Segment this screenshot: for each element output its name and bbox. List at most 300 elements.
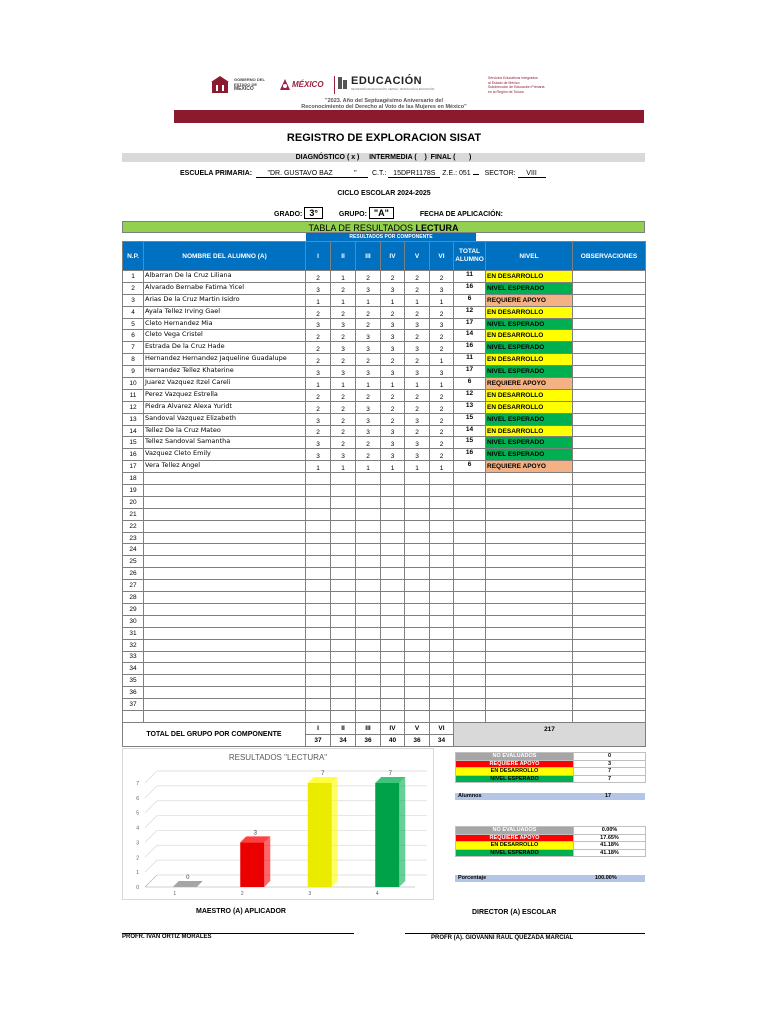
summary-label: NIVEL ESPERADO bbox=[456, 849, 574, 857]
student-total: 16 bbox=[454, 449, 486, 461]
student-total: 16 bbox=[454, 282, 486, 294]
bar-side bbox=[332, 777, 338, 887]
student-level: EN DESARROLLO bbox=[486, 271, 573, 283]
row-number: 25 bbox=[123, 556, 144, 568]
empty-cell bbox=[405, 627, 430, 639]
component-score: 3 bbox=[306, 366, 331, 378]
table-row bbox=[123, 354, 646, 366]
component-score: 2 bbox=[331, 354, 356, 366]
summary-value: 7 bbox=[574, 775, 646, 783]
table-subtitle: RESULTADOS POR COMPONENTE bbox=[349, 234, 433, 240]
table-row bbox=[123, 449, 646, 461]
empty-cell bbox=[430, 508, 454, 520]
component-score: 2 bbox=[331, 389, 356, 401]
comp-total: 37 bbox=[306, 734, 331, 746]
student-observations bbox=[573, 401, 646, 413]
student-total: 16 bbox=[454, 342, 486, 354]
empty-cell bbox=[381, 544, 405, 556]
table-row bbox=[123, 651, 646, 663]
summary-label: NIVEL ESPERADO bbox=[456, 775, 574, 783]
empty-cell bbox=[405, 639, 430, 651]
empty-cell bbox=[306, 544, 331, 556]
component-score: 1 bbox=[306, 294, 331, 306]
student-observations bbox=[573, 330, 646, 342]
empty-cell bbox=[306, 603, 331, 615]
component-score: 2 bbox=[405, 306, 430, 318]
component-score: 3 bbox=[430, 318, 454, 330]
table-row bbox=[123, 378, 646, 390]
teacher-name: PROFR. IVAN ORTIZ MORALES bbox=[122, 934, 212, 940]
empty-cell bbox=[381, 627, 405, 639]
student-total: 13 bbox=[454, 401, 486, 413]
empty-cell bbox=[454, 639, 486, 651]
table-row bbox=[123, 294, 646, 306]
chart-plot bbox=[123, 767, 433, 897]
logo-divider bbox=[334, 76, 335, 94]
summary-row bbox=[456, 834, 646, 842]
empty-cell bbox=[486, 627, 573, 639]
row-number: 19 bbox=[123, 485, 144, 497]
student-observations bbox=[573, 294, 646, 306]
empty-cell bbox=[573, 580, 646, 592]
student-level: NIVEL ESPERADO bbox=[486, 318, 573, 330]
empty-cell bbox=[573, 508, 646, 520]
students-total-value: 17 bbox=[605, 793, 612, 799]
empty-cell bbox=[356, 580, 381, 592]
empty-cell bbox=[381, 651, 405, 663]
summary-row bbox=[456, 753, 646, 761]
component-score: 3 bbox=[430, 282, 454, 294]
empty-cell bbox=[144, 675, 306, 687]
empty-cell bbox=[430, 603, 454, 615]
student-name: Vera Tellez Angel bbox=[144, 461, 306, 473]
grade-value: 3° bbox=[304, 207, 323, 219]
component-score: 2 bbox=[381, 389, 405, 401]
student-total: 17 bbox=[454, 366, 486, 378]
empty-cell bbox=[405, 473, 430, 485]
summary-label: REQUIERE APOYO bbox=[456, 834, 574, 842]
empty-cell bbox=[430, 675, 454, 687]
component-score: 2 bbox=[306, 354, 331, 366]
empty-cell bbox=[144, 580, 306, 592]
component-score: 2 bbox=[331, 306, 356, 318]
date-label: FECHA DE APLICACIÓN: bbox=[419, 211, 503, 218]
bar-shade bbox=[240, 842, 264, 887]
component-score: 2 bbox=[306, 401, 331, 413]
table-row bbox=[123, 663, 646, 675]
empty-cell bbox=[405, 675, 430, 687]
summary-label: EN DESARROLLO bbox=[456, 842, 574, 850]
student-name: Tellez De la Cruz Mateo bbox=[144, 425, 306, 437]
row-number: 37 bbox=[123, 699, 144, 711]
row-number: 5 bbox=[123, 318, 144, 330]
student-name: Estrada De la Cruz Hade bbox=[144, 342, 306, 354]
component-score: 2 bbox=[381, 413, 405, 425]
empty-cell bbox=[405, 556, 430, 568]
empty-cell bbox=[331, 639, 356, 651]
empty-cell bbox=[331, 485, 356, 497]
empty-cell bbox=[454, 615, 486, 627]
col-np: N.P. bbox=[123, 242, 144, 271]
component-score: 2 bbox=[381, 401, 405, 413]
empty-cell bbox=[144, 627, 306, 639]
empty-cell bbox=[405, 508, 430, 520]
empty-cell bbox=[144, 615, 306, 627]
empty-cell bbox=[405, 687, 430, 699]
totals-label-row bbox=[123, 722, 646, 734]
empty-cell bbox=[331, 520, 356, 532]
bar-value-label: 0 bbox=[186, 875, 190, 881]
comp-total: 34 bbox=[331, 734, 356, 746]
student-observations bbox=[573, 461, 646, 473]
col-comp-6: VI bbox=[430, 242, 454, 271]
ct-label: C.T.: bbox=[371, 170, 387, 177]
empty-cell bbox=[356, 615, 381, 627]
bar-value-label: 7 bbox=[321, 771, 325, 777]
table-row bbox=[123, 271, 646, 283]
table-row bbox=[123, 556, 646, 568]
component-score: 2 bbox=[306, 330, 331, 342]
empty-cell bbox=[573, 485, 646, 497]
table-row bbox=[123, 461, 646, 473]
gridline-depth bbox=[145, 830, 157, 842]
summary-value: 41.18% bbox=[574, 849, 646, 857]
component-score: 2 bbox=[405, 282, 430, 294]
empty-cell bbox=[430, 663, 454, 675]
comp-label: IV bbox=[381, 722, 405, 734]
component-score: 3 bbox=[381, 282, 405, 294]
results-table bbox=[122, 241, 646, 747]
phase-line: DIAGNÓSTICO ( x ) INTERMEDIA ( ) FINAL ( ) bbox=[295, 154, 472, 161]
component-score: 2 bbox=[356, 449, 381, 461]
student-level: REQUIERE APOYO bbox=[486, 378, 573, 390]
ct-value: 15DPR1178S bbox=[388, 170, 440, 178]
summary-row bbox=[456, 775, 646, 783]
empty-cell bbox=[306, 592, 331, 604]
row-number: 6 bbox=[123, 330, 144, 342]
document-title: REGISTRO DE EXPLORACION SISAT bbox=[286, 132, 482, 144]
empty-cell bbox=[331, 603, 356, 615]
empty-cell bbox=[144, 520, 306, 532]
table-row bbox=[123, 485, 646, 497]
empty-cell bbox=[356, 627, 381, 639]
component-score: 2 bbox=[356, 389, 381, 401]
table-row bbox=[123, 615, 646, 627]
summary-value: 0.00% bbox=[574, 827, 646, 835]
summary-row bbox=[456, 760, 646, 768]
comp-total: 40 bbox=[381, 734, 405, 746]
table-row bbox=[123, 306, 646, 318]
component-score: 2 bbox=[356, 437, 381, 449]
student-level: NIVEL ESPERADO bbox=[486, 366, 573, 378]
row-number: 22 bbox=[123, 520, 144, 532]
row-number: 24 bbox=[123, 544, 144, 556]
student-observations bbox=[573, 413, 646, 425]
empty-cell bbox=[356, 592, 381, 604]
state-seal-icon bbox=[210, 76, 230, 94]
table-header-row bbox=[123, 242, 646, 271]
empty-cell bbox=[306, 710, 331, 722]
empty-cell bbox=[430, 687, 454, 699]
empty-cell bbox=[486, 651, 573, 663]
empty-cell bbox=[573, 651, 646, 663]
empty-cell bbox=[430, 473, 454, 485]
row-number: 3 bbox=[123, 294, 144, 306]
empty-cell bbox=[573, 473, 646, 485]
empty-cell bbox=[454, 473, 486, 485]
empty-cell bbox=[486, 496, 573, 508]
row-number: 2 bbox=[123, 282, 144, 294]
component-score: 3 bbox=[306, 318, 331, 330]
empty-cell bbox=[454, 699, 486, 711]
empty-cell bbox=[486, 615, 573, 627]
comp-label: III bbox=[356, 722, 381, 734]
component-score: 2 bbox=[381, 271, 405, 283]
component-score: 3 bbox=[405, 437, 430, 449]
student-level: EN DESARROLLO bbox=[486, 389, 573, 401]
empty-cell bbox=[454, 496, 486, 508]
empty-cell bbox=[573, 603, 646, 615]
table-row bbox=[123, 366, 646, 378]
student-total: 17 bbox=[454, 318, 486, 330]
student-name: Ayala Tellez Irving Gael bbox=[144, 306, 306, 318]
row-number: 14 bbox=[123, 425, 144, 437]
table-row bbox=[123, 389, 646, 401]
bar-side bbox=[399, 777, 405, 887]
table-row bbox=[123, 318, 646, 330]
component-score: 3 bbox=[331, 318, 356, 330]
student-total: 6 bbox=[454, 378, 486, 390]
empty-cell bbox=[405, 592, 430, 604]
col-comp-2: II bbox=[331, 242, 356, 271]
empty-cell bbox=[306, 556, 331, 568]
empty-cell bbox=[405, 520, 430, 532]
teacher-role: MAESTRO (A) APLICADOR bbox=[196, 908, 286, 915]
empty-cell bbox=[454, 651, 486, 663]
component-score: 1 bbox=[405, 378, 430, 390]
y-tick-label: 4 bbox=[136, 825, 139, 832]
row-number: 7 bbox=[123, 342, 144, 354]
student-total: 12 bbox=[454, 306, 486, 318]
col-comp-1: I bbox=[306, 242, 331, 271]
empty-cell bbox=[306, 675, 331, 687]
component-score: 3 bbox=[356, 282, 381, 294]
table-row bbox=[123, 627, 646, 639]
component-score: 2 bbox=[356, 354, 381, 366]
empty-cell bbox=[381, 485, 405, 497]
component-score: 3 bbox=[381, 318, 405, 330]
student-name: Arias De la Cruz Martin Isidro bbox=[144, 294, 306, 306]
empty-cell bbox=[356, 710, 381, 722]
header-logos: GOBIERNO DEL ESTADO DE MÉXICO MÉXICO EDUCACIÓN SECRETARÍA DE EDUCACIÓN, CIENCIA, TECNOLOGÍA E INNOVACIÓN Servicios Educativos Integrados al Estado de México Subdirección de Educación Primaria en la Región de Toluca bbox=[210, 74, 650, 96]
comp-total: 36 bbox=[405, 734, 430, 746]
table-row bbox=[123, 710, 646, 722]
row-number: 27 bbox=[123, 580, 144, 592]
gridline-depth bbox=[145, 845, 157, 857]
empty-cell bbox=[331, 675, 356, 687]
school-line bbox=[180, 170, 546, 178]
gridline-depth bbox=[145, 860, 157, 872]
summary-percent-table bbox=[455, 826, 646, 857]
table-row bbox=[123, 282, 646, 294]
row-number: 12 bbox=[123, 401, 144, 413]
empty-cell bbox=[486, 532, 573, 544]
col-level: NIVEL bbox=[486, 242, 573, 271]
empty-cell bbox=[486, 592, 573, 604]
component-score: 3 bbox=[356, 366, 381, 378]
empty-cell bbox=[486, 639, 573, 651]
empty-cell bbox=[573, 699, 646, 711]
empty-cell bbox=[381, 615, 405, 627]
student-name: Vazquez Cleto Emily bbox=[144, 449, 306, 461]
empty-cell bbox=[573, 687, 646, 699]
header-motto: "2023. Año del Septuagésimo Aniversario del Reconocimiento del Derecho al Voto de las Mujeres en México" bbox=[301, 98, 467, 110]
empty-cell bbox=[144, 508, 306, 520]
table-row bbox=[123, 520, 646, 532]
row-number: 30 bbox=[123, 615, 144, 627]
empty-cell bbox=[486, 675, 573, 687]
component-score: 2 bbox=[405, 330, 430, 342]
empty-cell bbox=[306, 568, 331, 580]
empty-cell bbox=[306, 699, 331, 711]
empty-cell bbox=[454, 520, 486, 532]
empty-cell bbox=[454, 710, 486, 722]
director-name: PROFR (A). GIOVANNI RAÚL QUEZADA MARCIAL bbox=[431, 935, 574, 941]
empty-cell bbox=[144, 603, 306, 615]
component-score: 2 bbox=[356, 271, 381, 283]
component-score: 1 bbox=[306, 378, 331, 390]
summary-label: NO EVALUADOS bbox=[456, 753, 574, 761]
gridline-depth bbox=[145, 771, 157, 783]
student-name: Tellez Sandoval Samantha bbox=[144, 437, 306, 449]
row-number: 31 bbox=[123, 627, 144, 639]
table-row bbox=[123, 568, 646, 580]
table-row bbox=[123, 592, 646, 604]
row-number: 4 bbox=[123, 306, 144, 318]
summary-row bbox=[456, 849, 646, 857]
empty-cell bbox=[430, 532, 454, 544]
component-score: 3 bbox=[306, 282, 331, 294]
table-row bbox=[123, 413, 646, 425]
table-row bbox=[123, 330, 646, 342]
empty-cell bbox=[306, 627, 331, 639]
empty-cell bbox=[306, 651, 331, 663]
empty-cell bbox=[381, 687, 405, 699]
empty-cell bbox=[405, 544, 430, 556]
student-name: Sandoval Vazquez Elizabeth bbox=[144, 413, 306, 425]
comp-total: 34 bbox=[430, 734, 454, 746]
table-row bbox=[123, 580, 646, 592]
component-score: 3 bbox=[331, 342, 356, 354]
component-score: 1 bbox=[430, 354, 454, 366]
empty-cell bbox=[454, 663, 486, 675]
table-row bbox=[123, 532, 646, 544]
header-band bbox=[174, 110, 644, 123]
component-score: 2 bbox=[405, 354, 430, 366]
chart-title: RESULTADOS "LECTURA" bbox=[228, 753, 328, 762]
bar-value-label: 7 bbox=[388, 771, 392, 777]
y-tick-label: 1 bbox=[136, 870, 139, 877]
bar-value-label: 3 bbox=[253, 830, 257, 837]
summary-row bbox=[456, 842, 646, 850]
component-score: 1 bbox=[381, 378, 405, 390]
empty-cell bbox=[430, 615, 454, 627]
table-row bbox=[123, 699, 646, 711]
empty-cell bbox=[430, 699, 454, 711]
student-observations bbox=[573, 378, 646, 390]
bar-side bbox=[264, 836, 270, 887]
summary-label: REQUIERE APOYO bbox=[456, 760, 574, 768]
student-name: Piedra Alvarez Alexa Yuridt bbox=[144, 401, 306, 413]
col-name: NOMBRE DEL ALUMNO (A) bbox=[144, 242, 306, 271]
empty-cell bbox=[405, 580, 430, 592]
bar-top bbox=[173, 881, 203, 887]
empty-cell bbox=[430, 568, 454, 580]
table-row bbox=[123, 675, 646, 687]
empty-cell bbox=[430, 580, 454, 592]
empty-cell bbox=[405, 496, 430, 508]
empty-cell bbox=[486, 544, 573, 556]
empty-cell bbox=[454, 485, 486, 497]
table-title-subject: LECTURA bbox=[415, 223, 459, 233]
empty-cell bbox=[331, 699, 356, 711]
component-score: 3 bbox=[405, 449, 430, 461]
summary-value: 41.18% bbox=[574, 842, 646, 850]
student-level: NIVEL ESPERADO bbox=[486, 413, 573, 425]
empty-cell bbox=[356, 556, 381, 568]
empty-cell bbox=[381, 496, 405, 508]
empty-cell bbox=[430, 485, 454, 497]
empty-cell bbox=[381, 532, 405, 544]
empty-cell bbox=[486, 687, 573, 699]
row-number: 26 bbox=[123, 568, 144, 580]
row-number: 34 bbox=[123, 663, 144, 675]
empty-cell bbox=[405, 568, 430, 580]
empty-cell bbox=[331, 496, 356, 508]
empty-cell bbox=[144, 473, 306, 485]
empty-cell bbox=[123, 710, 144, 722]
component-score: 3 bbox=[306, 413, 331, 425]
component-score: 3 bbox=[381, 342, 405, 354]
component-score: 3 bbox=[306, 449, 331, 461]
empty-cell bbox=[381, 663, 405, 675]
empty-cell bbox=[454, 592, 486, 604]
col-comp-3: III bbox=[356, 242, 381, 271]
col-observations: OBSERVACIONES bbox=[573, 242, 646, 271]
student-observations bbox=[573, 318, 646, 330]
empty-cell bbox=[573, 592, 646, 604]
component-score: 2 bbox=[356, 318, 381, 330]
row-number: 10 bbox=[123, 378, 144, 390]
empty-cell bbox=[381, 580, 405, 592]
component-score: 2 bbox=[331, 437, 356, 449]
empty-cell bbox=[144, 651, 306, 663]
student-total: 12 bbox=[454, 389, 486, 401]
component-score: 1 bbox=[331, 271, 356, 283]
component-score: 3 bbox=[331, 366, 356, 378]
empty-cell bbox=[454, 532, 486, 544]
table-row bbox=[123, 544, 646, 556]
empty-cell bbox=[144, 532, 306, 544]
empty-cell bbox=[381, 520, 405, 532]
student-level: EN DESARROLLO bbox=[486, 330, 573, 342]
component-score: 1 bbox=[331, 294, 356, 306]
student-observations bbox=[573, 449, 646, 461]
y-tick-label: 3 bbox=[136, 840, 139, 847]
student-level: EN DESARROLLO bbox=[486, 401, 573, 413]
empty-cell bbox=[144, 592, 306, 604]
empty-cell bbox=[573, 615, 646, 627]
